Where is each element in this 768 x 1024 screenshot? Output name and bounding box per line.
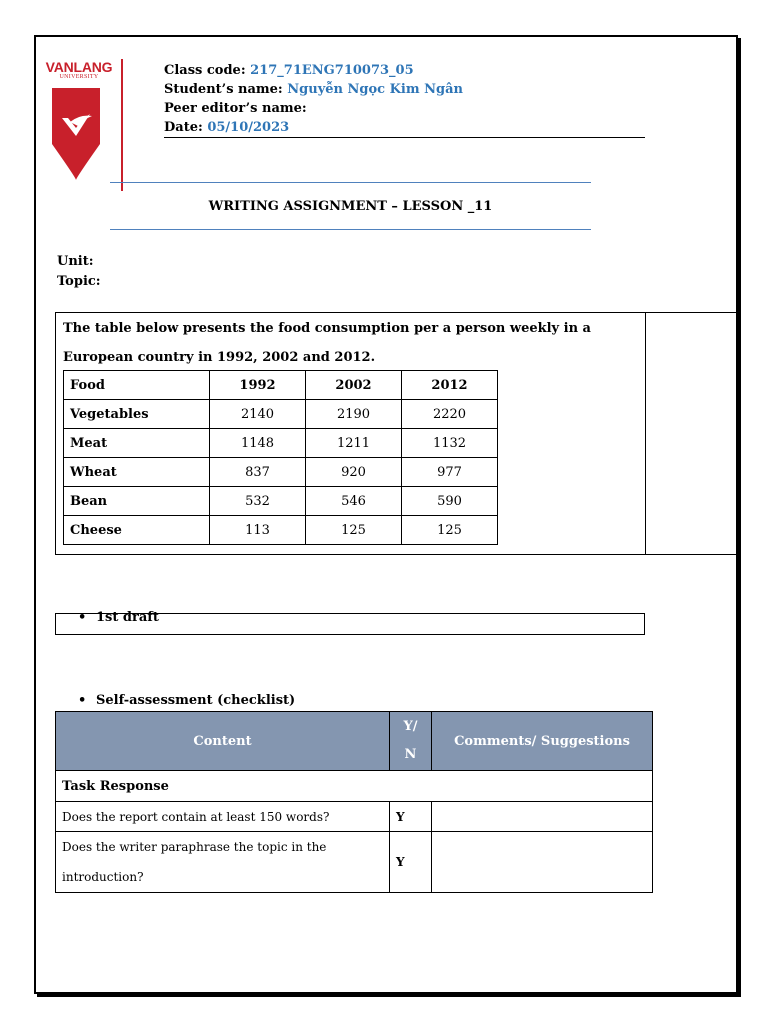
table-cell: 125 <box>402 516 498 545</box>
table-cell: Vegetables <box>64 400 210 429</box>
table-cell: Meat <box>64 429 210 458</box>
table-header-cell: Food <box>64 371 210 400</box>
title-rule-top <box>110 182 591 183</box>
bullet-dot: • <box>78 693 87 708</box>
self-assessment-table <box>55 711 653 893</box>
checklist-question: Does the writer paraphrase the topic in the introduction? <box>56 832 390 893</box>
draft-bullet: • 1st draft <box>78 610 159 625</box>
header-comments: Comments/ Suggestions <box>432 712 653 771</box>
table-row <box>64 429 498 458</box>
table-row <box>64 487 498 516</box>
prompt-text: The table below presents the food consumption per a person weekly in a European country in 1992, 2002 and 2012. <box>63 321 591 365</box>
food-consumption-table <box>63 370 498 545</box>
table-cell: 113 <box>210 516 306 545</box>
date-line: Date: 05/10/2023 <box>164 120 290 135</box>
header-underline <box>164 137 645 138</box>
table-row <box>64 458 498 487</box>
table-header-cell: 1992 <box>210 371 306 400</box>
table-cell: 2190 <box>306 400 402 429</box>
table-cell: 920 <box>306 458 402 487</box>
checklist-answer[interactable]: Y <box>390 832 432 893</box>
peer-editor-line: Peer editor’s name: <box>164 101 307 116</box>
table-cell: 532 <box>210 487 306 516</box>
date-value: 05/10/2023 <box>207 120 290 135</box>
header-yn: Y/ N <box>390 712 432 771</box>
table-header-cell: 2002 <box>306 371 402 400</box>
table-cell: 1132 <box>402 429 498 458</box>
table-cell: 837 <box>210 458 306 487</box>
title-rule-bottom <box>110 229 591 230</box>
table-row <box>64 400 498 429</box>
student-name-line: Student’s name: Nguyễn Ngọc Kim Ngân <box>164 82 463 97</box>
checklist-row <box>56 802 653 832</box>
checklist-comment[interactable] <box>432 832 653 893</box>
checklist-comment[interactable] <box>432 802 653 832</box>
checklist-row <box>56 832 653 893</box>
checklist-section-row <box>56 771 653 802</box>
logo-divider <box>121 59 123 191</box>
checklist-question: Does the report contain at least 150 words? <box>56 802 390 832</box>
table-cell: Cheese <box>64 516 210 545</box>
bullet-dot: • <box>78 610 87 625</box>
table-cell: 125 <box>306 516 402 545</box>
checklist-header-row <box>56 712 653 771</box>
table-cell: 2220 <box>402 400 498 429</box>
header-content: Content <box>56 712 390 771</box>
assignment-title: WRITING ASSIGNMENT – LESSON _11 <box>208 199 493 214</box>
logo-subtitle: UNIVERSITY <box>59 74 99 80</box>
section-title: Task Response <box>56 771 653 802</box>
table-cell: 1148 <box>210 429 306 458</box>
table-cell: Wheat <box>64 458 210 487</box>
draft-text-box[interactable] <box>55 613 645 635</box>
table-cell: 2140 <box>210 400 306 429</box>
student-info <box>164 61 463 137</box>
table-header-cell: 2012 <box>402 371 498 400</box>
topic-label: Topic: <box>57 274 101 289</box>
table-header-row <box>64 371 498 400</box>
table-cell: Bean <box>64 487 210 516</box>
logo-wordmark: VANLANG <box>45 59 113 75</box>
prompt-box-extension <box>644 312 736 555</box>
table-cell: 590 <box>402 487 498 516</box>
table-cell: 546 <box>306 487 402 516</box>
checklist-answer[interactable]: Y <box>390 802 432 832</box>
unit-label: Unit: <box>57 254 94 269</box>
university-shield-logo <box>50 84 102 184</box>
student-name-value: Nguyễn Ngọc Kim Ngân <box>287 82 463 97</box>
self-assessment-bullet: • Self-assessment (checklist) <box>78 693 296 708</box>
class-code-line: Class code: 217_71ENG710073_05 <box>164 63 414 78</box>
table-row <box>64 516 498 545</box>
class-code-value: 217_71ENG710073_05 <box>250 63 414 78</box>
table-cell: 1211 <box>306 429 402 458</box>
table-cell: 977 <box>402 458 498 487</box>
